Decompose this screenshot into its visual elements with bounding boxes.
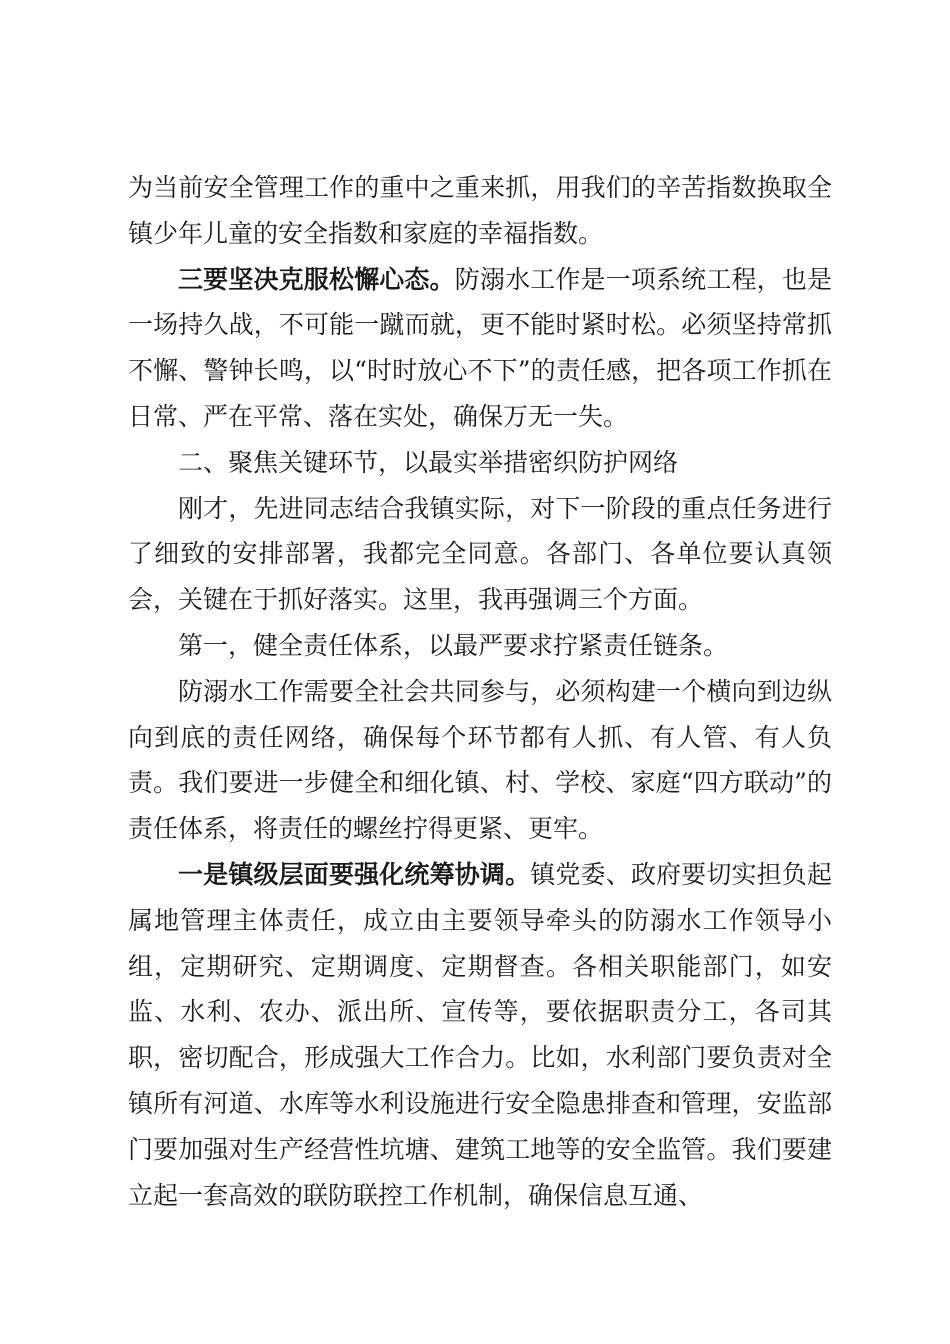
paragraph-4 [128,486,832,623]
paragraph-2-lead: 三要坚决克服松懈心态。 [178,264,455,294]
paragraph-4-text: 刚才，先进同志结合我镇实际，对下一阶段的重点任务进行了细致的安排部署，我都完全同意。各部门、各单位要认真领会，关键在于抓好落实。这里，我再强调三个方面。 [128,493,832,615]
section-heading [128,440,832,486]
paragraph-6-text: 防溺水工作需要全社会共同参与，必须构建一个横向到边纵向到底的责任网络，确保每个环节都有人抓、有人管、有人负责。我们要进一步健全和细化镇、村、学校、家庭“四方联动”的责任体系，将责任的螺丝拧得更紧、更牢。 [128,676,832,844]
paragraph-7-text: 镇党委、政府要切实担负起属地管理主体责任，成立由主要领导牵头的防溺水工作领导小组，定期研究、定期调度、定期督查。各相关职能部门，如安监、水利、农办、派出所、宣传等，要依据职责分工，各司其职，密切配合，形成强大工作合力。比如，水利部门要负责对全镇所有河道、水库等水利设施进行安全隐患排查和管理，安监部门要加强对生产经营性坑塘、建筑工地等的安全监管。我们要建立起一套高效的联防联控工作机制，确保信息互通、 [128,859,832,1210]
paragraph-2-text: 防溺水工作是一项系统工程，也是一场持久战，不可能一蹴而就，更不能时紧时松。必须坚持常抓不懈、警钟长鸣，以“时时放心不下”的责任感，把各项工作抓在日常、严在平常、落在实处，确保万无一失。 [128,264,832,431]
subsection-heading-text: 第一，健全责任体系，以最严要求拧紧责任链条。 [178,630,729,660]
paragraph-2 [128,257,832,440]
paragraph-1 [128,165,832,257]
paragraph-7-lead: 一是镇级层面要强化统筹协调。 [178,859,531,889]
subsection-heading [128,623,832,669]
section-heading-text: 二、聚焦关键环节，以最实举措密织防护网络 [178,447,679,477]
paragraph-1-text: 为当前安全管理工作的重中之重来抓，用我们的辛苦指数换取全镇少年儿童的安全指数和家庭的幸福指数。 [128,173,832,248]
paragraph-7 [128,852,832,1218]
document-body [128,165,832,1218]
paragraph-6 [128,669,832,852]
